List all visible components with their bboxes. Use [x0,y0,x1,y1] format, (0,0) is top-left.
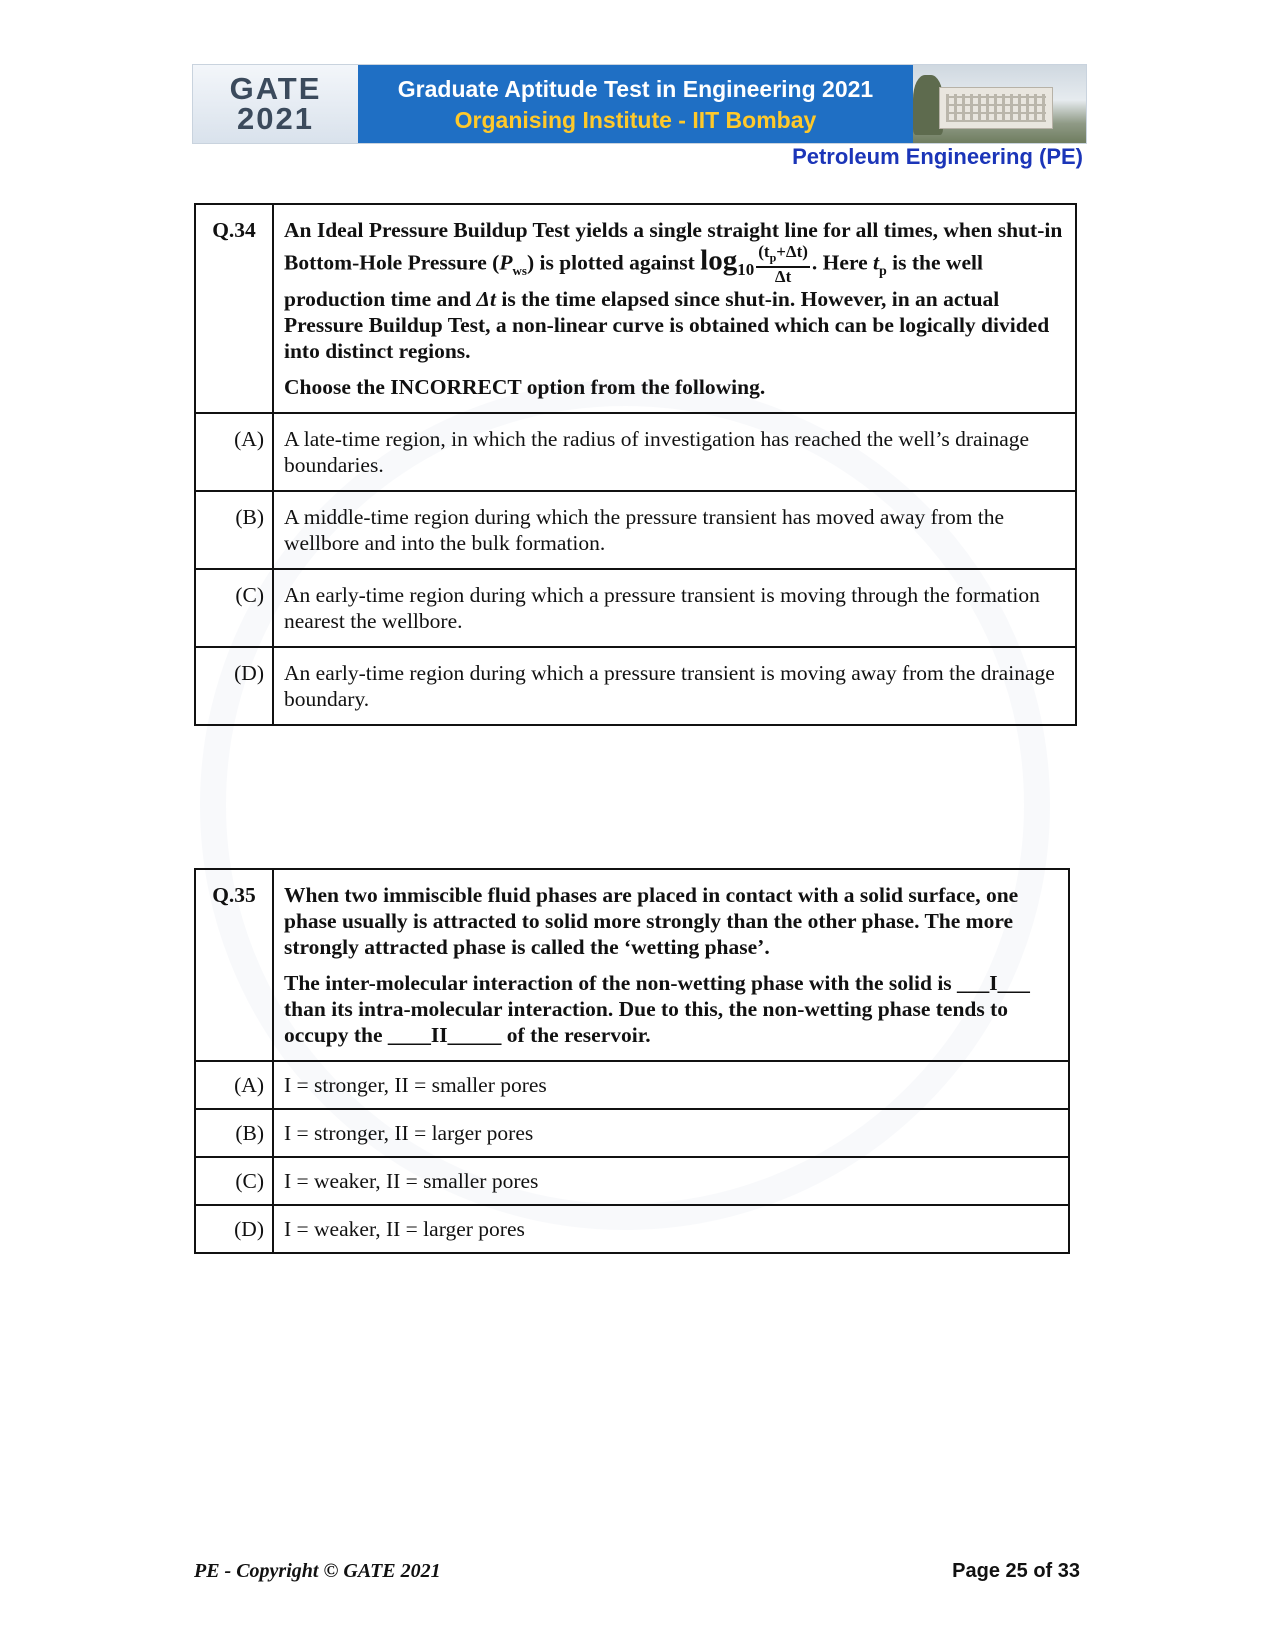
question-number: Q.34 [195,204,273,413]
stem-paragraph [284,970,1058,1048]
pressure-variable: P [499,250,513,275]
option-text: A middle-time region during which the pressure transient has moved away from the wellbore and into the bulk formation. [273,491,1076,569]
stem-paragraph [284,217,1065,364]
question-stem [273,204,1076,413]
option-row[interactable] [195,1157,1069,1205]
fraction-denominator: Δt [774,267,792,287]
logo-year: 2021 [237,101,314,136]
option-text: A late-time region, in which the radius of investigation has reached the well’s drainage boundaries. [273,413,1076,491]
option-text: I = stronger, II = larger pores [273,1109,1069,1157]
option-label: (C) [195,1157,273,1205]
stem-text: is the time elapsed since shut-in. However, in an actual Pressure Buildup Test, a non-linear curve is obtained which can be logically divided into distinct regions. [284,287,1050,364]
option-row[interactable] [195,413,1076,491]
question-35-table [194,868,1070,1254]
option-row[interactable] [195,491,1076,569]
option-row[interactable] [195,569,1076,647]
logo-word: GATE [229,71,322,106]
gate-logo [193,65,358,143]
pressure-subscript: ws [512,262,527,278]
option-text: I = weaker, II = larger pores [273,1205,1069,1253]
stem-text: ) is plotted against [526,250,701,275]
footer-page-number: Page 25 of 33 [952,1560,1080,1582]
header-banner [192,64,1087,144]
log-base: 10 [737,259,755,279]
option-row[interactable] [195,1061,1069,1109]
campus-photo [913,65,1086,143]
banner-title: Graduate Aptitude Test in Engineering 2021 [397,76,874,102]
question-number: Q.35 [195,869,273,1061]
footer-copyright: PE - Copyright © GATE 2021 [194,1560,441,1582]
stem-text: than its intra-molecular interaction. Due to this, the non-wetting phase tends to occupy the [284,997,1009,1047]
option-row[interactable] [195,1205,1069,1253]
question-row [195,869,1069,1061]
banner-subtitle: Organising Institute - IIT Bombay [454,107,817,133]
option-label: (A) [195,1061,273,1109]
building-shape [939,87,1053,129]
numerator-part: +Δt) [776,242,808,261]
tp-variable: t [873,250,879,275]
stem-text: An Ideal Pressure Buildup Test yields a single straight line for all times, when shut-in Bottom-Hole Pressure ( [284,218,1063,275]
log-function: log [700,244,738,277]
option-label: (B) [195,491,273,569]
option-label: (D) [195,647,273,725]
option-text: An early-time region during which a pressure transient is moving away from the drainage boundary. [273,647,1076,725]
question-stem [273,869,1069,1061]
option-row[interactable] [195,647,1076,725]
option-label: (A) [195,413,273,491]
option-row[interactable] [195,1109,1069,1157]
stem-text: is the well production time and [284,250,983,312]
option-label: (D) [195,1205,273,1253]
subject-heading: Petroleum Engineering (PE) [792,144,1083,169]
question-row [195,204,1076,413]
numerator-subscript: p [769,250,777,265]
blank-one: ___I___ [957,971,1030,995]
time-ratio-fraction [756,243,810,286]
stem-paragraph: When two immiscible fluid phases are placed in contact with a solid surface, one phase usually is attracted to solid more strongly than the other phase. The more strongly attracted phase is called the ‘wetting phase’. [284,883,1019,959]
stem-text: of the reservoir. [501,1023,651,1047]
banner-title-block [358,65,913,143]
blank-two: ____II_____ [387,1023,502,1047]
numerator-part: (t [758,242,770,261]
option-label: (C) [195,569,273,647]
tp-subscript: p [879,263,887,279]
option-label: (B) [195,1109,273,1157]
stem-text: . Here [811,250,874,275]
delta-t-variable: Δt [476,287,496,312]
option-text: I = weaker, II = smaller pores [273,1157,1069,1205]
option-text: I = stronger, II = smaller pores [273,1061,1069,1109]
option-text: An early-time region during which a pressure transient is moving through the formation nearest the wellbore. [273,569,1076,647]
fraction-numerator [756,243,810,268]
question-34-table [194,203,1077,726]
stem-text: The inter-molecular interaction of the non-wetting phase with the solid is [284,971,958,995]
question-instruction: Choose the INCORRECT option from the following. [284,375,766,400]
